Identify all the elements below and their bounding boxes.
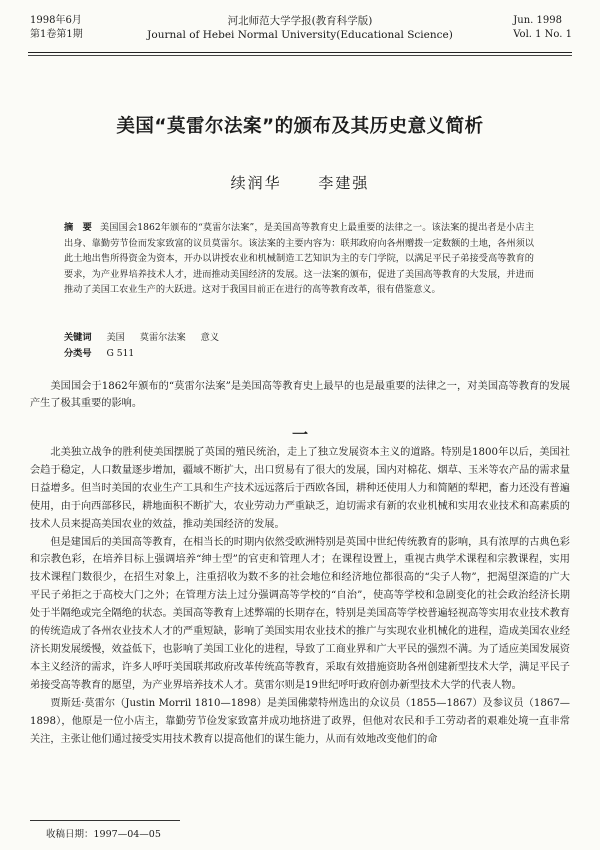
article-title: 美国“莫雷尔法案”的颁布及其历史意义简析: [116, 116, 484, 137]
volume-issue-en: Vol. 1 No. 1: [513, 29, 572, 40]
body-paragraph: 贾斯廷·莫雷尔（Justin Morril 1810—1898）是美国佛蒙特州选出的众议员（1855—1867）及参议员（1867—1898），他原是一位小店主，靠勤劳节俭发家致富并成功地挤进了政界，但他对农民和手工劳动者的艰难处境一直非常关注，主张让他们通过接受实用技术教育以提高他们的谋生能力，从而有效地改变他们的命: [30, 697, 570, 745]
volume-issue: 第1卷第1期: [30, 29, 83, 40]
keyword: 美国: [106, 332, 125, 343]
keywords-line: [64, 330, 534, 345]
author-name: 续润华: [230, 174, 282, 192]
author-line: [0, 172, 600, 193]
issue-date-en-block: [513, 14, 572, 42]
classification-value: G 511: [106, 348, 135, 359]
journal-header: [0, 0, 600, 58]
issue-date: 1998年6月: [30, 15, 82, 26]
header-rule-thin: [28, 55, 572, 56]
body-paragraph: 但是建国后的美国高等教育，在相当长的时期内依然受欧洲特别是英国中世纪传统教育的影响，具有浓厚的古典色彩和宗教色彩，在培养目标上强调培养“绅士型”的官吏和管理人才；在课程设置上，重视古典学术课程和宗教课程，实用技术课程门数很少，在招生对象上，注重招收为数不多的社会地位和经济地位都很高的“尖子人物”，把渴望深造的广大平民子弟拒之于高校大门之外；在管理方法上过分强调高等学校的“自治”，使高等学校和急剧变化的社会政治经济长期处于半隔绝或完全隔绝的状态。美国高等教育上述弊端的长期存在，特别是美国高等学校普遍轻视高等实用农业技术教育的传统造成了各州农业技术人才的严重短缺，影响了美国实用农业技术的推广与实现农业机械化的进程，造成美国农业经济长期发展缓慢，效益低下，也影响了美国工业化的进程，导致了工商业界和广大平民的强烈不满。为了适应美国发展资本主义经济的需求，许多人呼吁美国联邦政府改革传统高等教育，采取有效措施资助各州创建新型技术大学，满足平民子弟接受高等教育的愿望，为产业界培养技术人才。莫雷尔则是19世纪呼吁政府创办新型技术大学的代表人物。: [30, 536, 570, 691]
section-number: 一: [291, 425, 308, 444]
footnote-rule: [30, 820, 180, 821]
classification-label: 分类号: [64, 348, 92, 359]
received-date: [46, 826, 161, 840]
body-paragraph: 北美独立战争的胜利使美国摆脱了英国的殖民统治，走上了独立发展资本主义的道路。特别是1800年以后，美国社会趋于稳定，人口数量逐步增加，疆域不断扩大，出口贸易有了很大的发展，国内对棉花、烟草、玉米等农产品的需求量日益增多。但当时美国的农业生产工具和生产技术远远落后于西欧各国，耕种还使用人力和简陋的犁耙，畜力还没有普遍使用，由于向西部移民，耕地面积不断扩大，农业劳动力严重缺乏，迫切需求有新的农业机械和实用农业技术和高素质的技术人员来提高美国农业的效益，推动美国经济的发展。: [30, 447, 570, 530]
received-date-label: 收稿日期：: [46, 829, 94, 840]
classification-line: [64, 346, 534, 361]
intro-paragraph: 美国国会于1862年颁布的“莫雷尔法案”是美国高等教育史上最早的也是最重要的法律之一，对美国高等教育的发展产生了极其重要的影响。: [30, 381, 570, 409]
abstract: [64, 220, 534, 298]
journal-title-block: [120, 14, 480, 42]
abstract-text: 美国国会1862年颁布的“莫雷尔法案”，是美国高等教育史上最重要的法律之一。该法案的提出者是小店主出身、靠勤劳节俭而发家致富的议员莫雷尔。该法案的主要内容为：联邦政府向各州赠拨一定数额的土地，各州须以此土地出售所得资金为资本，开办以讲授农业和机械制造工艺知识为主的专门学院，以满足平民子弟接受高等教育的要求，为产业界培养技术人才，进而推动美国经济的发展。这一法案的颁布，促进了美国高等教育的大发展，并进而推动了美国工农业生产的大跃进。这对于我国目前正在进行的高等教育改革，很有借鉴意义。: [64, 222, 535, 296]
keyword: 意义: [200, 332, 220, 343]
journal-title-cn: 河北师范大学学报(教育科学版): [227, 15, 373, 27]
author-name: 李建强: [318, 174, 370, 192]
abstract-label: 摘 要: [64, 222, 92, 233]
received-date-value: 1997—04—05: [93, 829, 161, 840]
body-text: [30, 444, 570, 748]
issue-date-block: [30, 14, 83, 42]
keyword: 莫雷尔法案: [139, 332, 186, 343]
issue-date-en: Jun. 1998: [513, 15, 562, 26]
header-rule: [28, 52, 572, 53]
journal-title-en: Journal of Hebei Normal University(Educational Science): [147, 29, 453, 41]
keywords-label: 关键词: [64, 332, 92, 343]
